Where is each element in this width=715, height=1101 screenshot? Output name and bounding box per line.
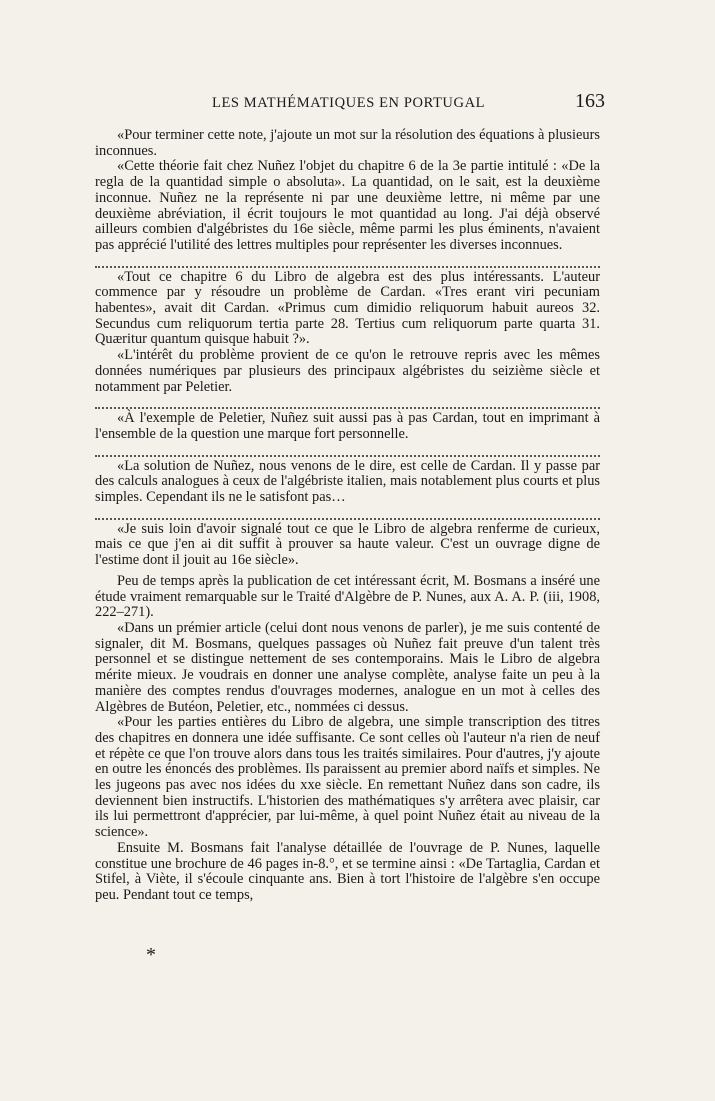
- page-header: [90, 92, 605, 118]
- page-number: 163: [575, 90, 605, 112]
- paragraph: «Je suis loin d'avoir signalé tout ce que le Libro de algebra renferme de curieux, mais ce que j'en ai dit suffit à prouver sa haute valeur. C'est un ouvrage digne de l'estime dont il jouit au 16e siècle».: [95, 520, 600, 569]
- footer-asterisk: *: [146, 944, 156, 966]
- ellipsis-divider: [95, 257, 600, 268]
- paragraph: «Dans un prémier article (celui dont nous venons de parler), je me suis contenté de signaler, dit M. Bosmans, quelques passages où Nuñez fait preuve d'un talent très personnel et se distingue nettement de ses contemporains. Mais le Libro de algebra mérite mieux. Je voudrais en donner une analyse complète, analyse faite un peu à la manière des comptes rendus d'ouvrages modernes, analogue en un mot à celles des Algèbres de Butéon, Peletier, etc., nommées ci dessus.: [95, 619, 600, 715]
- paragraph: «La solution de Nuñez, nous venons de le dire, est celle de Cardan. Il y passe par des calculs analogues à ceux de l'algébriste italien, mais notablement plus courts et plus simples. Cependant ils ne le satisfont pas…: [95, 457, 600, 506]
- paragraph: «Pour les parties entières du Libro de algebra, une simple transcription des titres des chapitres en donnera une idée suffisante. Ce sont celles où l'auteur n'a rien de neuf et répète ce que l'on trouve alors dans tous les traités similaires. Pour d'autres, j'y ajoute en outre les énoncés des problèmes. Ils paraissent au premier abord naïfs et simples. Ne les jugeons pas avec nos idées du xxe siècle. En remettant Nuñez dans son cadre, ils deviennent bien instructifs. L'historien des mathématiques s'y arrêtera avec plaisir, car ils lui permettront d'apprécier, par lui-même, à quel point Nuñez était au niveau de la science».: [95, 714, 600, 841]
- paragraph: «Cette théorie fait chez Nuñez l'objet du chapitre 6 de la 3e partie intitulé : «De la regla de la quantidad simple o absoluta». La quantidad, on le sait, est la deuxième inconnue. Nuñez ne la représente ni par une deuxième lettre, ni même par une deuxième abréviation, il écrit toujours le mot quantidad au long. J'ai déjà observé ailleurs combien d'algébristes du 16e siècle, même parmi les plus éminents, n'avaient pas apprécié l'utilité des lettres multiples pour représenter les diverses inconnues.: [95, 158, 600, 253]
- paragraph: Peu de temps après la publication de cet intéressant écrit, M. Bosmans a inséré une étude vraiment remarquable sur le Traité d'Algèbre de P. Nunes, aux A. A. P. (iii, 1908, 222–271).: [95, 572, 600, 621]
- ellipsis-divider: [95, 509, 600, 520]
- body-text: [95, 128, 600, 904]
- paragraph: «À l'exemple de Peletier, Nuñez suit aussi pas à pas Cardan, tout en imprimant à l'ensemble de la question une marque fort personnelle.: [95, 410, 600, 442]
- paragraph: «Tout ce chapitre 6 du Libro de algebra est des plus intéressants. L'auteur commence par y résoudre un problème de Cardan. «Tres erant viri pecuniam habentes», avait dit Cardan. «Primus cum dimidio reliquorum habuit aureos 32. Secundus cum reliquorum tertia parte 28. Tertius cum reliquorum parte quarta 31. Quæritur quantum quisque habuit ?».: [95, 268, 600, 348]
- ellipsis-divider: [95, 398, 600, 409]
- running-title: LES MATHÉMATIQUES EN PORTUGAL: [212, 95, 486, 111]
- paragraph: «Pour terminer cette note, j'ajoute un mot sur la résolution des équations à plusieurs inconnues.: [95, 127, 600, 159]
- paragraph: «L'intérêt du problème provient de ce qu'on le retrouve repris avec les mêmes données numériques par plusieurs des principaux algébristes du seizième siècle et notamment par Peletier.: [95, 347, 600, 395]
- ellipsis-divider: [95, 446, 600, 457]
- paragraph: Ensuite M. Bosmans fait l'analyse détaillée de l'ouvrage de P. Nunes, laquelle constitue une brochure de 46 pages in-8.°, et se termine ainsi : «De Tartaglia, Cardan et Stifel, à Viète, il s'écoule cinquante ans. Bien à tort l'histoire de l'algèbre s'en occupe peu. Pendant tout ce temps,: [95, 839, 600, 903]
